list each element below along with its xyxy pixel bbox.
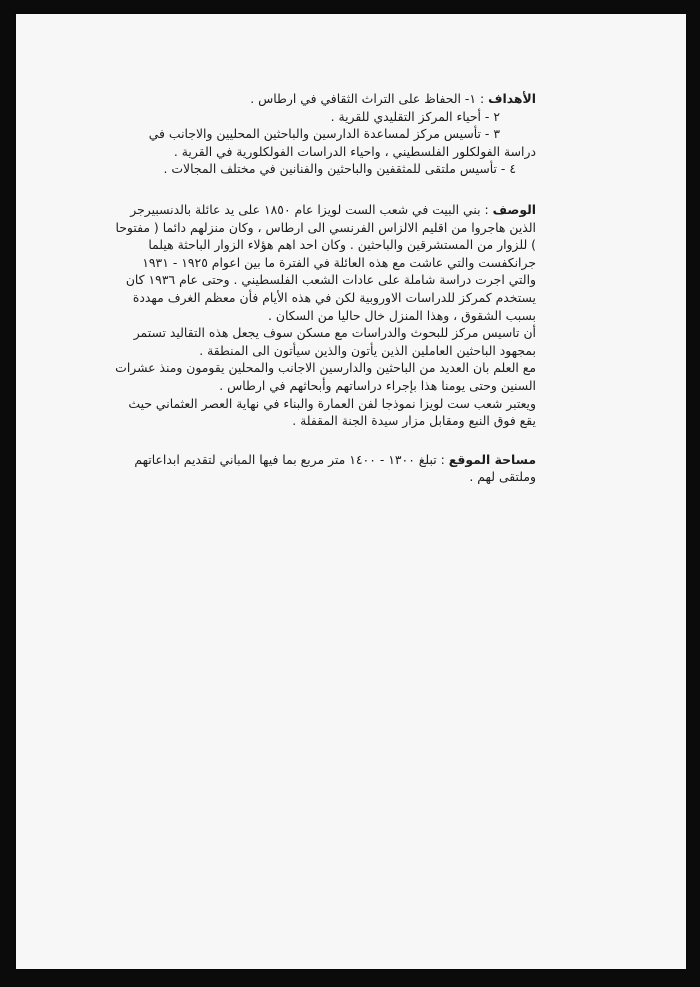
goals-item-2: ٢ - أحياء المركز التقليدي للقرية . bbox=[330, 108, 500, 124]
description-text-6: يستخدم كمركز للدراسات الاوروبية لكن في هذه الأيام فأن معظم الغرف مهددة bbox=[132, 289, 536, 305]
description-text-1: : بني البيت في شعب الست لويزا عام ١٨٥٠ على يد عائلة بالدنسبيرجر bbox=[130, 201, 489, 217]
description-text-8: أن تاسيس مركز للبحوث والدراسات مع مسكن سوف يجعل هذه التقاليد تستمر bbox=[133, 325, 536, 341]
area-text-1: : تبلغ ١٣٠٠ - ١٤٠٠ متر مربع بما فيها المباني لتقديم ابداعاتهم bbox=[134, 451, 445, 467]
description-text-7: بسبب الشقوق ، وهذا المنزل خال حاليا من السكان . bbox=[268, 307, 536, 323]
description-text-12: ويعتبر شعب ست لويزا نموذجا لفن العمارة والبناء في نهاية العصر العثماني حيث bbox=[128, 395, 536, 411]
document-body bbox=[116, 90, 536, 486]
description-text-5: والتي اجرت دراسة شاملة على عادات الشعب الفلسطيني . وحتى عام ١٩٣٦ كان bbox=[125, 272, 536, 288]
description-text-4: جرانكفست والتي عاشت مع هذه العائلة في الفترة ما بين اعوام ١٩٢٥ - ١٩٣١ bbox=[142, 254, 536, 270]
area-text-2: وملتقى لهم . bbox=[469, 469, 536, 485]
description-text-11: السنين وحتى يومنا هذا بإجراء دراساتهم وأبحاثهم في ارطاس . bbox=[219, 377, 536, 393]
spacer bbox=[116, 178, 536, 195]
description-text-3: ) للزوار من المستشرقين والباحثين . وكان احد اهم هؤلاء الزوار الباحثة هيلما bbox=[148, 237, 536, 253]
description-text-10: مع العلم بان العديد من الباحثين والدارسين الاجانب والمحلين يقومون ومنذ عشرات bbox=[115, 360, 536, 376]
goals-item-3a: ٣ - تأسيس مركز لمساعدة الدارسين والباحثين المحليين والاجانب في bbox=[148, 126, 500, 142]
area-line-1 bbox=[116, 451, 536, 469]
paper-sheet bbox=[16, 14, 686, 969]
description-label: الوصف bbox=[492, 201, 536, 217]
goals-item-3b: دراسة الفولكلور الفلسطيني ، واحياء الدراسات الفولكلورية في القرية . bbox=[173, 143, 536, 159]
description-text-2: الذين هاجروا من اقليم الالزاس الفرنسي الى ارطاس ، وكان منزلهم دائما ( مفتوحا bbox=[115, 219, 536, 235]
area-label: مساحة الموقع bbox=[448, 451, 536, 467]
description-text-13: يقع فوق النبع ومقابل مزار سيدة الجنة المقفلة . bbox=[292, 413, 536, 429]
goals-item-1: : ١- الحفاظ على التراث الثقافي في ارطاس . bbox=[250, 91, 485, 106]
goals-label: الأهداف bbox=[488, 91, 536, 106]
description-line-1 bbox=[116, 201, 536, 219]
goals-item-4: ٤ - تأسيس ملتقى للمثقفين والباحثين والفنانين في مختلف المجالات . bbox=[163, 161, 516, 177]
goals-line-1 bbox=[116, 90, 536, 108]
description-text-9: بمجهود الباحثين العاملين الذين يأتون والذين سيأتون الى المنطقة . bbox=[199, 342, 536, 358]
spacer bbox=[116, 430, 536, 447]
